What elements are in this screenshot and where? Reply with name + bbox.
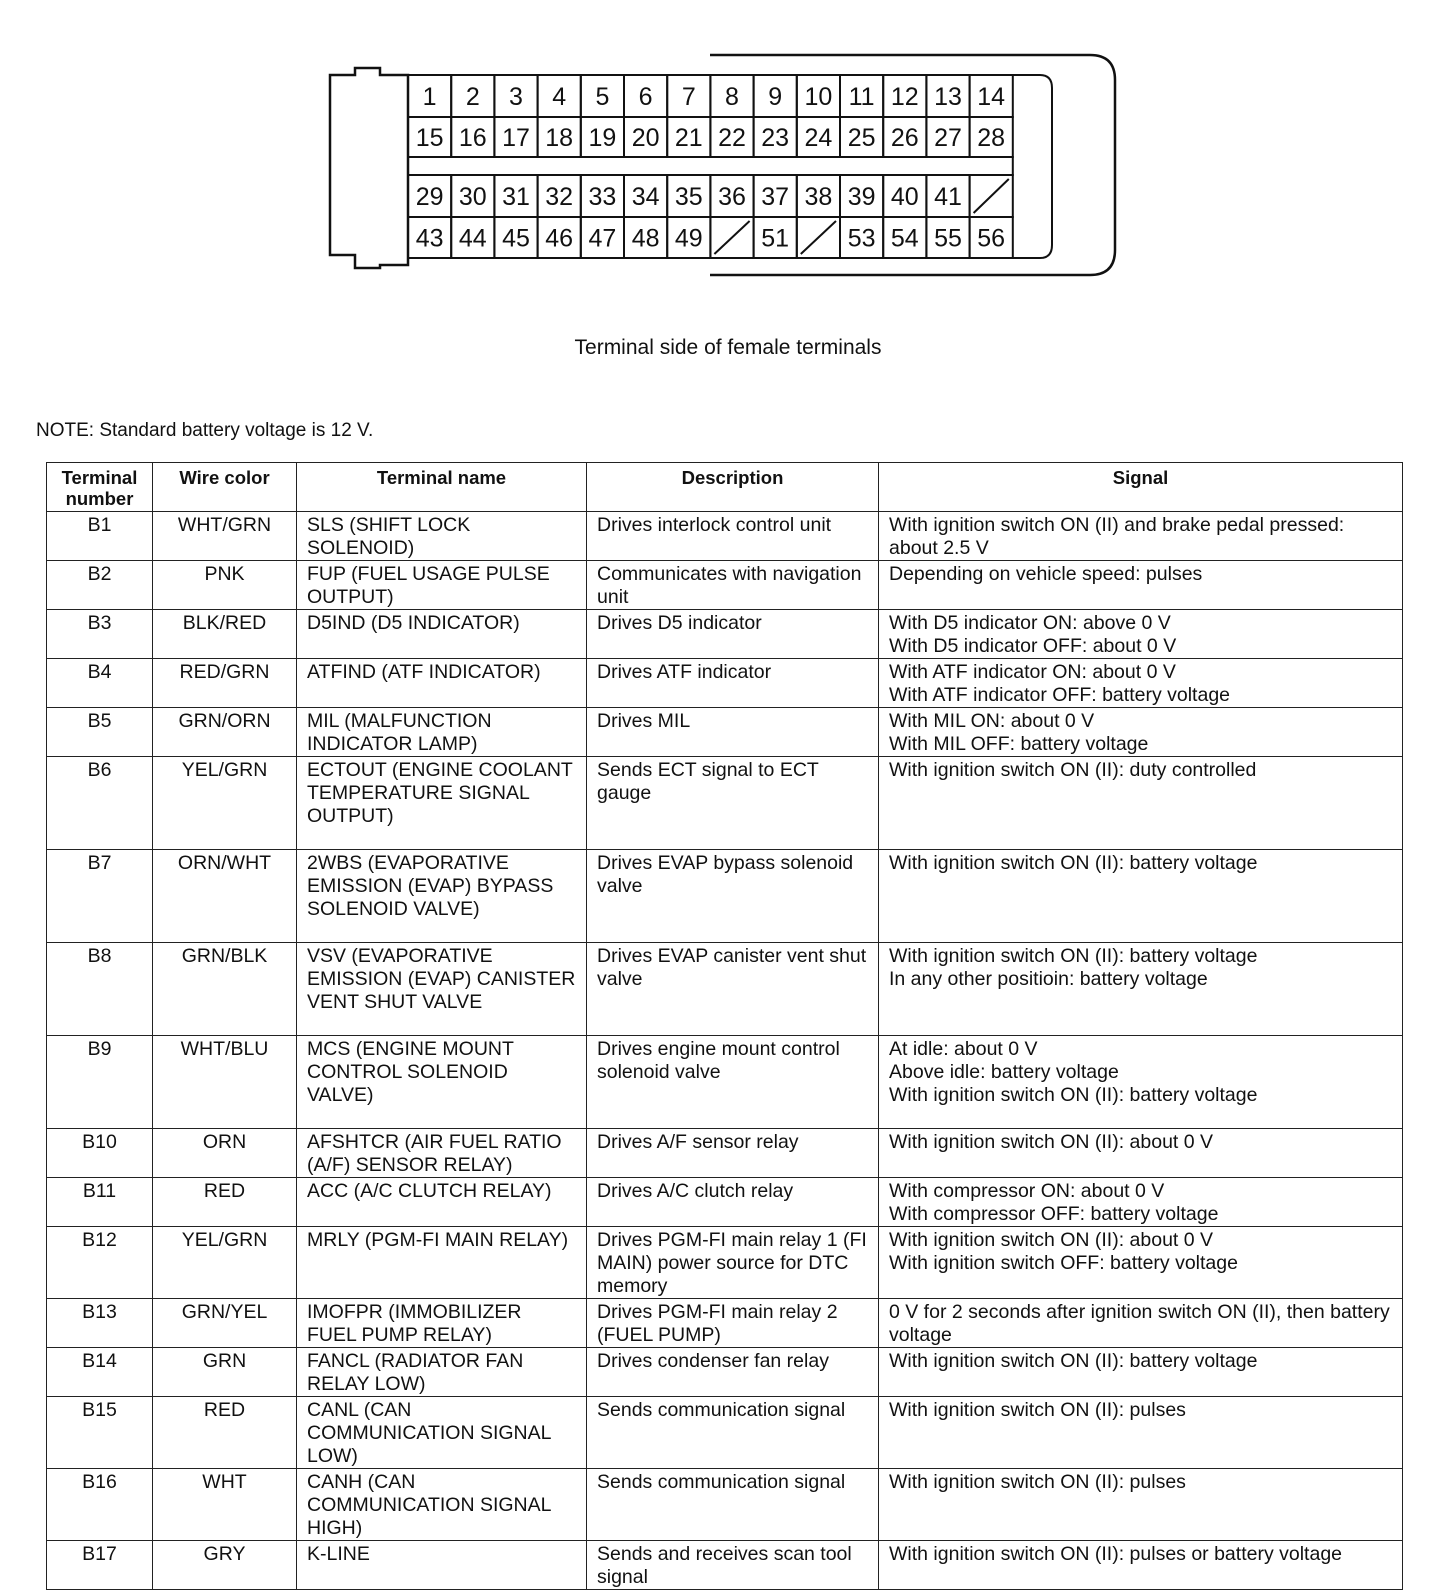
signal-cell: With ignition switch ON (II): about 0 V With ignition switch OFF: battery voltage bbox=[879, 1227, 1403, 1299]
table-row bbox=[47, 1397, 1403, 1469]
pin-number: 46 bbox=[545, 224, 574, 253]
signal-cell: With ignition switch ON (II): battery voltage bbox=[879, 1348, 1403, 1397]
pin-number: 1 bbox=[422, 83, 437, 111]
header-description: Description bbox=[587, 463, 879, 512]
terminal-name-cell: SLS (SHIFT LOCK SOLENOID) bbox=[297, 512, 587, 561]
connector-separator bbox=[408, 157, 1013, 175]
pin-number: 40 bbox=[890, 183, 919, 211]
pin-number: 26 bbox=[890, 124, 919, 152]
pin-number: 23 bbox=[761, 124, 790, 152]
pin-number: 44 bbox=[458, 224, 487, 253]
description-cell: Sends ECT signal to ECT gauge bbox=[587, 757, 879, 850]
terminal-name-cell: MCS (ENGINE MOUNT CONTROL SOLENOID VALVE) bbox=[297, 1036, 587, 1129]
wire-color-cell: WHT/GRN bbox=[153, 512, 297, 561]
terminal-number-cell: B5 bbox=[47, 708, 153, 757]
pin-number: 7 bbox=[681, 83, 696, 111]
description-cell: Drives MIL bbox=[587, 708, 879, 757]
terminal-number-cell: B11 bbox=[47, 1178, 153, 1227]
terminal-number-cell: B12 bbox=[47, 1227, 153, 1299]
pin-number: 33 bbox=[588, 183, 617, 211]
table-header-row bbox=[47, 463, 1403, 512]
description-cell: Sends and receives scan tool signal bbox=[587, 1541, 879, 1590]
empty-pin-slash bbox=[801, 221, 836, 254]
table-row bbox=[47, 561, 1403, 610]
pin-number: 45 bbox=[502, 224, 530, 253]
header-signal: Signal bbox=[879, 463, 1403, 512]
wire-color-cell: BLK/RED bbox=[153, 610, 297, 659]
table-row bbox=[47, 659, 1403, 708]
terminal-name-cell: MIL (MALFUNCTION INDICATOR LAMP) bbox=[297, 708, 587, 757]
pin-number: 39 bbox=[847, 183, 876, 211]
header-wire-color: Wire color bbox=[153, 463, 297, 512]
table-row bbox=[47, 512, 1403, 561]
description-cell: Drives D5 indicator bbox=[587, 610, 879, 659]
pin-number: 32 bbox=[545, 183, 574, 211]
description-cell: Drives interlock control unit bbox=[587, 512, 879, 561]
terminal-number-cell: B17 bbox=[47, 1541, 153, 1590]
pin-number: 9 bbox=[768, 83, 783, 111]
wire-color-cell: ORN/WHT bbox=[153, 850, 297, 943]
wire-color-cell: GRN/YEL bbox=[153, 1299, 297, 1348]
terminal-name-cell: FANCL (RADIATOR FAN RELAY LOW) bbox=[297, 1348, 587, 1397]
terminal-name-cell: 2WBS (EVAPORATIVE EMISSION (EVAP) BYPASS SOLENOID VALVE) bbox=[297, 850, 587, 943]
pin-number: 4 bbox=[552, 83, 567, 111]
table-row bbox=[47, 1178, 1403, 1227]
pin-number: 25 bbox=[847, 124, 876, 152]
wire-color-cell: GRY bbox=[153, 1541, 297, 1590]
description-cell: Drives PGM-FI main relay 1 (FI MAIN) power source for DTC memory bbox=[587, 1227, 879, 1299]
table-row bbox=[47, 708, 1403, 757]
pin-number: 55 bbox=[934, 224, 962, 253]
table-row bbox=[47, 610, 1403, 659]
pin-number: 19 bbox=[588, 124, 617, 152]
pin-number: 8 bbox=[725, 83, 739, 111]
terminal-number-cell: B1 bbox=[47, 512, 153, 561]
pin-number: 51 bbox=[761, 224, 790, 253]
signal-cell: With ignition switch ON (II): pulses bbox=[879, 1469, 1403, 1541]
terminal-number-cell: B14 bbox=[47, 1348, 153, 1397]
pin-number: 38 bbox=[804, 183, 833, 211]
signal-cell: With ignition switch ON (II): pulses bbox=[879, 1397, 1403, 1469]
pin-number: 31 bbox=[502, 183, 530, 211]
pin-number: 48 bbox=[631, 224, 660, 253]
description-cell: Drives engine mount control solenoid valve bbox=[587, 1036, 879, 1129]
pin-number: 6 bbox=[638, 83, 653, 111]
terminal-name-cell: ACC (A/C CLUTCH RELAY) bbox=[297, 1178, 587, 1227]
terminal-number-cell: B7 bbox=[47, 850, 153, 943]
connector-diagram bbox=[0, 0, 1456, 300]
terminal-number-cell: B2 bbox=[47, 561, 153, 610]
header-terminal-number: Terminal number bbox=[47, 463, 153, 512]
pin-number: 54 bbox=[890, 224, 919, 253]
pin-number: 20 bbox=[631, 124, 660, 152]
wire-color-cell: RED/GRN bbox=[153, 659, 297, 708]
pin-number: 14 bbox=[977, 83, 1006, 111]
terminal-number-cell: B9 bbox=[47, 1036, 153, 1129]
signal-cell: With ATF indicator ON: about 0 V With ATF indicator OFF: battery voltage bbox=[879, 659, 1403, 708]
pin-number: 43 bbox=[415, 224, 444, 253]
wire-color-cell: RED bbox=[153, 1178, 297, 1227]
pin-number: 22 bbox=[718, 124, 746, 152]
wire-color-cell: WHT bbox=[153, 1469, 297, 1541]
description-cell: Sends communication signal bbox=[587, 1397, 879, 1469]
pin-number: 56 bbox=[977, 224, 1006, 253]
table-row bbox=[47, 1541, 1403, 1590]
terminal-number-cell: B6 bbox=[47, 757, 153, 850]
terminal-name-cell: AFSHTCR (AIR FUEL RATIO (A/F) SENSOR RELAY) bbox=[297, 1129, 587, 1178]
battery-note: NOTE: Standard battery voltage is 12 V. bbox=[36, 420, 374, 441]
signal-cell: With ignition switch ON (II) and brake pedal pressed: about 2.5 V bbox=[879, 512, 1403, 561]
pin-number: 16 bbox=[458, 124, 487, 152]
pin-number: 28 bbox=[977, 124, 1006, 152]
terminal-number-cell: B15 bbox=[47, 1397, 153, 1469]
pin-number: 36 bbox=[718, 183, 746, 211]
description-cell: Drives A/F sensor relay bbox=[587, 1129, 879, 1178]
description-cell: Drives EVAP canister vent shut valve bbox=[587, 943, 879, 1036]
pin-number: 10 bbox=[804, 83, 833, 111]
pin-number: 37 bbox=[761, 183, 790, 211]
table-row bbox=[47, 1036, 1403, 1129]
terminal-name-cell: MRLY (PGM-FI MAIN RELAY) bbox=[297, 1227, 587, 1299]
wire-color-cell: RED bbox=[153, 1397, 297, 1469]
terminal-name-cell: FUP (FUEL USAGE PULSE OUTPUT) bbox=[297, 561, 587, 610]
terminal-name-cell: ECTOUT (ENGINE COOLANT TEMPERATURE SIGNAL OUTPUT) bbox=[297, 757, 587, 850]
wire-color-cell: WHT/BLU bbox=[153, 1036, 297, 1129]
connector-lock-tab bbox=[1012, 75, 1052, 258]
pin-number: 17 bbox=[502, 124, 530, 152]
pin-number: 35 bbox=[674, 183, 703, 211]
signal-cell: With MIL ON: about 0 V With MIL OFF: battery voltage bbox=[879, 708, 1403, 757]
terminal-name-cell: CANH (CAN COMMUNICATION SIGNAL HIGH) bbox=[297, 1469, 587, 1541]
terminal-number-cell: B8 bbox=[47, 943, 153, 1036]
signal-cell: At idle: about 0 V Above idle: battery voltage With ignition switch ON (II): battery voltage bbox=[879, 1036, 1403, 1129]
empty-pin-slash bbox=[974, 179, 1009, 213]
wire-color-cell: GRN/BLK bbox=[153, 943, 297, 1036]
terminal-table bbox=[46, 462, 1403, 1590]
wire-color-cell: YEL/GRN bbox=[153, 757, 297, 850]
header-terminal-name: Terminal name bbox=[297, 463, 587, 512]
terminal-number-cell: B3 bbox=[47, 610, 153, 659]
description-cell: Drives EVAP bypass solenoid valve bbox=[587, 850, 879, 943]
wire-color-cell: GRN/ORN bbox=[153, 708, 297, 757]
description-cell: Drives condenser fan relay bbox=[587, 1348, 879, 1397]
pin-number: 2 bbox=[465, 83, 480, 111]
wire-color-cell: GRN bbox=[153, 1348, 297, 1397]
signal-cell: With ignition switch ON (II): battery voltage bbox=[879, 850, 1403, 943]
table-row bbox=[47, 1348, 1403, 1397]
pin-number: 5 bbox=[595, 83, 610, 111]
terminal-number-cell: B16 bbox=[47, 1469, 153, 1541]
terminal-name-cell: IMOFPR (IMMOBILIZER FUEL PUMP RELAY) bbox=[297, 1299, 587, 1348]
signal-cell: With compressor ON: about 0 V With compressor OFF: battery voltage bbox=[879, 1178, 1403, 1227]
empty-pin-slash bbox=[714, 221, 749, 254]
terminal-name-cell: D5IND (D5 INDICATOR) bbox=[297, 610, 587, 659]
terminal-name-cell: CANL (CAN COMMUNICATION SIGNAL LOW) bbox=[297, 1397, 587, 1469]
connector-caption: Terminal side of female terminals bbox=[574, 336, 882, 359]
table-row bbox=[47, 943, 1403, 1036]
wire-color-cell: ORN bbox=[153, 1129, 297, 1178]
table-row bbox=[47, 1129, 1403, 1178]
signal-cell: With ignition switch ON (II): duty controlled bbox=[879, 757, 1403, 850]
connector-housing-left bbox=[330, 68, 408, 268]
signal-cell: With ignition switch ON (II): about 0 V bbox=[879, 1129, 1403, 1178]
terminal-number-cell: B13 bbox=[47, 1299, 153, 1348]
pin-number: 30 bbox=[458, 183, 487, 211]
table-row bbox=[47, 1227, 1403, 1299]
description-cell: Drives ATF indicator bbox=[587, 659, 879, 708]
wire-color-cell: PNK bbox=[153, 561, 297, 610]
description-cell: Drives A/C clutch relay bbox=[587, 1178, 879, 1227]
terminal-name-cell: VSV (EVAPORATIVE EMISSION (EVAP) CANISTER VENT SHUT VALVE bbox=[297, 943, 587, 1036]
terminal-name-cell: K-LINE bbox=[297, 1541, 587, 1590]
pin-number: 29 bbox=[415, 183, 444, 211]
pin-number: 49 bbox=[674, 224, 703, 253]
pin-number: 41 bbox=[934, 183, 962, 211]
pin-number: 15 bbox=[415, 124, 444, 152]
pin-number: 27 bbox=[934, 124, 962, 152]
description-cell: Drives PGM-FI main relay 2 (FUEL PUMP) bbox=[587, 1299, 879, 1348]
signal-cell: With D5 indicator ON: above 0 V With D5 indicator OFF: about 0 V bbox=[879, 610, 1403, 659]
terminal-name-cell: ATFIND (ATF INDICATOR) bbox=[297, 659, 587, 708]
table-row bbox=[47, 850, 1403, 943]
signal-cell: Depending on vehicle speed: pulses bbox=[879, 561, 1403, 610]
wire-color-cell: YEL/GRN bbox=[153, 1227, 297, 1299]
terminal-number-cell: B4 bbox=[47, 659, 153, 708]
description-cell: Sends communication signal bbox=[587, 1469, 879, 1541]
pin-number: 18 bbox=[545, 124, 574, 152]
description-cell: Communicates with navigation unit bbox=[587, 561, 879, 610]
pin-number: 12 bbox=[890, 83, 919, 111]
pin-number: 47 bbox=[588, 224, 617, 253]
signal-cell: 0 V for 2 seconds after ignition switch ON (II), then battery voltage bbox=[879, 1299, 1403, 1348]
pin-number: 21 bbox=[674, 124, 703, 152]
pin-number: 24 bbox=[804, 124, 833, 152]
pin-number: 13 bbox=[934, 83, 962, 111]
pin-number: 11 bbox=[848, 83, 875, 111]
signal-cell: With ignition switch ON (II): pulses or battery voltage bbox=[879, 1541, 1403, 1590]
pin-number: 53 bbox=[847, 224, 876, 253]
terminal-number-cell: B10 bbox=[47, 1129, 153, 1178]
pin-number: 3 bbox=[509, 83, 523, 111]
table-row bbox=[47, 1299, 1403, 1348]
signal-cell: With ignition switch ON (II): battery voltage In any other positioin: battery voltage bbox=[879, 943, 1403, 1036]
table-row bbox=[47, 757, 1403, 850]
pin-number: 34 bbox=[631, 183, 660, 211]
